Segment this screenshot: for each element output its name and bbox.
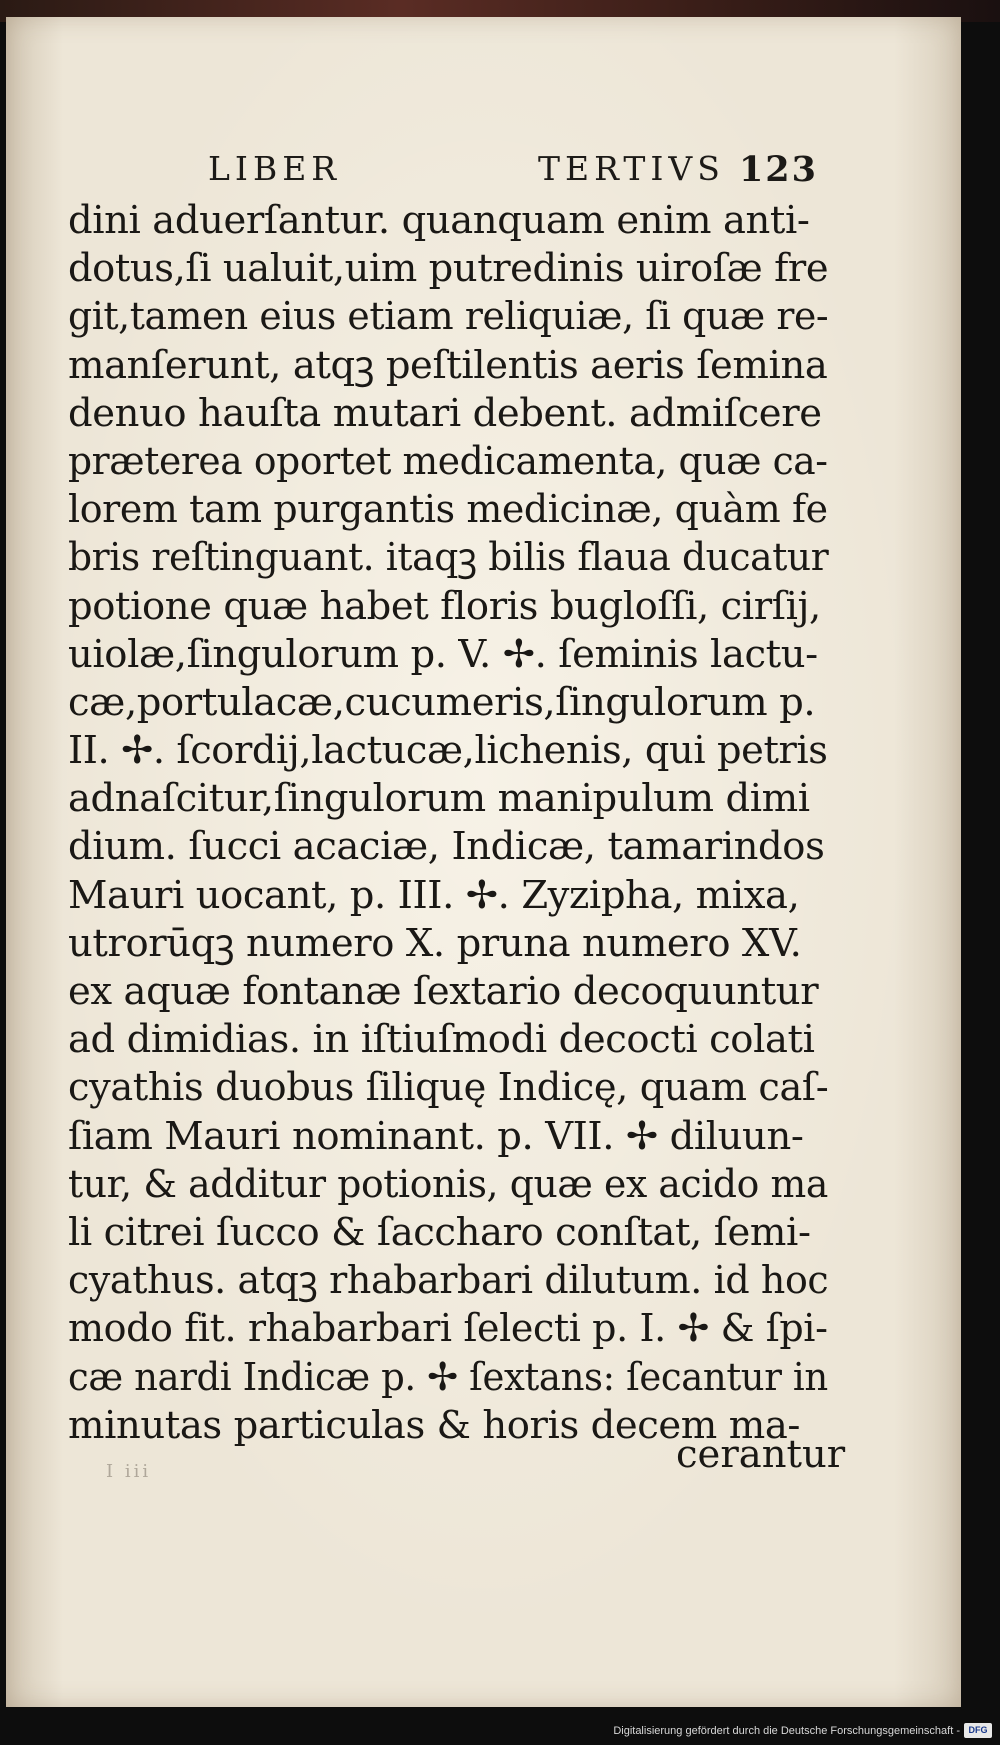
- running-head-title: TERTIVS: [538, 149, 725, 188]
- text-line: ex aquæ fontanæ ſextario decoquuntur: [68, 969, 819, 1014]
- text-line: uiolæ,ſingulorum p. V. ✢. ſeminis lactu-: [68, 631, 818, 677]
- text-line: utrorūqꝫ numero X. pruna numero XV.: [68, 920, 802, 966]
- text-line: præterea oportet medicamenta, quæ ca-: [68, 438, 828, 484]
- text-line: adnaſcitur,ſingulorum manipulum dimi: [68, 776, 810, 822]
- text-line: lorem tam purgantis medicinæ, quàm fe: [68, 487, 828, 533]
- body-text: [68, 197, 828, 1450]
- text-line: Mauri uocant, p. III. ✢. Zyzipha, mixa,: [68, 872, 800, 918]
- text-line: manſerunt, atqꝫ peſtilentis aeris ſemina: [68, 342, 828, 388]
- text-line: minutas particulas & horis decem ma-: [68, 1402, 801, 1448]
- text-line: cyathis duobus ſiliquę Indicę, quam caſ-: [68, 1065, 829, 1111]
- text-line: dium. ſucci acaciæ, Indicæ, tamarindos: [68, 824, 825, 870]
- text-line: dotus,ſi ualuit,uim putredinis uiroſæ fre: [68, 246, 829, 292]
- text-line: li citrei ſucco & ſaccharo conſtat, ſemi-: [68, 1209, 811, 1255]
- text-line: cæ nardi Indicæ p. ✢ ſextans: ſecantur in: [68, 1354, 828, 1400]
- page-number: 123: [738, 149, 818, 190]
- signature-mark: I iii: [106, 1461, 152, 1482]
- running-head: [208, 149, 818, 199]
- running-head-book: LIBER: [208, 149, 342, 188]
- dfg-logo-icon: DFG: [964, 1723, 992, 1738]
- digitization-credit: Digitalisierung gefördert durch die Deutsche Forschungsgemeinschaft -: [613, 1725, 960, 1737]
- text-line: cyathus. atqꝫ rhabarbari dilutum. id hoc: [68, 1258, 829, 1304]
- catchword: cerantur: [676, 1432, 846, 1477]
- text-line: denuo hauſta mutari debent. admiſcere: [68, 390, 822, 436]
- text-line: bris reſtinguant. itaqꝫ bilis flaua ducatur: [68, 535, 829, 581]
- text-line: git,tamen eius etiam reliquiæ, ſi quæ re-: [68, 294, 829, 340]
- text-line: ad dimidias. in iſtiuſmodi decocti colati: [68, 1017, 815, 1063]
- text-line: potione quæ habet floris bugloſſi, cirſij,: [68, 583, 821, 629]
- text-line: II. ✢. ſcordij,lactucæ,lichenis, qui petris: [68, 728, 828, 774]
- text-line: tur, & additur potionis, quæ ex acido ma: [68, 1161, 828, 1207]
- text-line: ſiam Mauri nominant. p. VII. ✢ diluun-: [68, 1113, 804, 1159]
- text-line: dini aduerſantur. quanquam enim anti-: [68, 198, 810, 243]
- book-page: [6, 17, 961, 1707]
- text-line: modo fit. rhabarbari ſelecti p. I. ✢ & ſpi-: [68, 1306, 828, 1352]
- text-line: cæ,portulacæ,cucumeris,ſingulorum p.: [68, 679, 816, 725]
